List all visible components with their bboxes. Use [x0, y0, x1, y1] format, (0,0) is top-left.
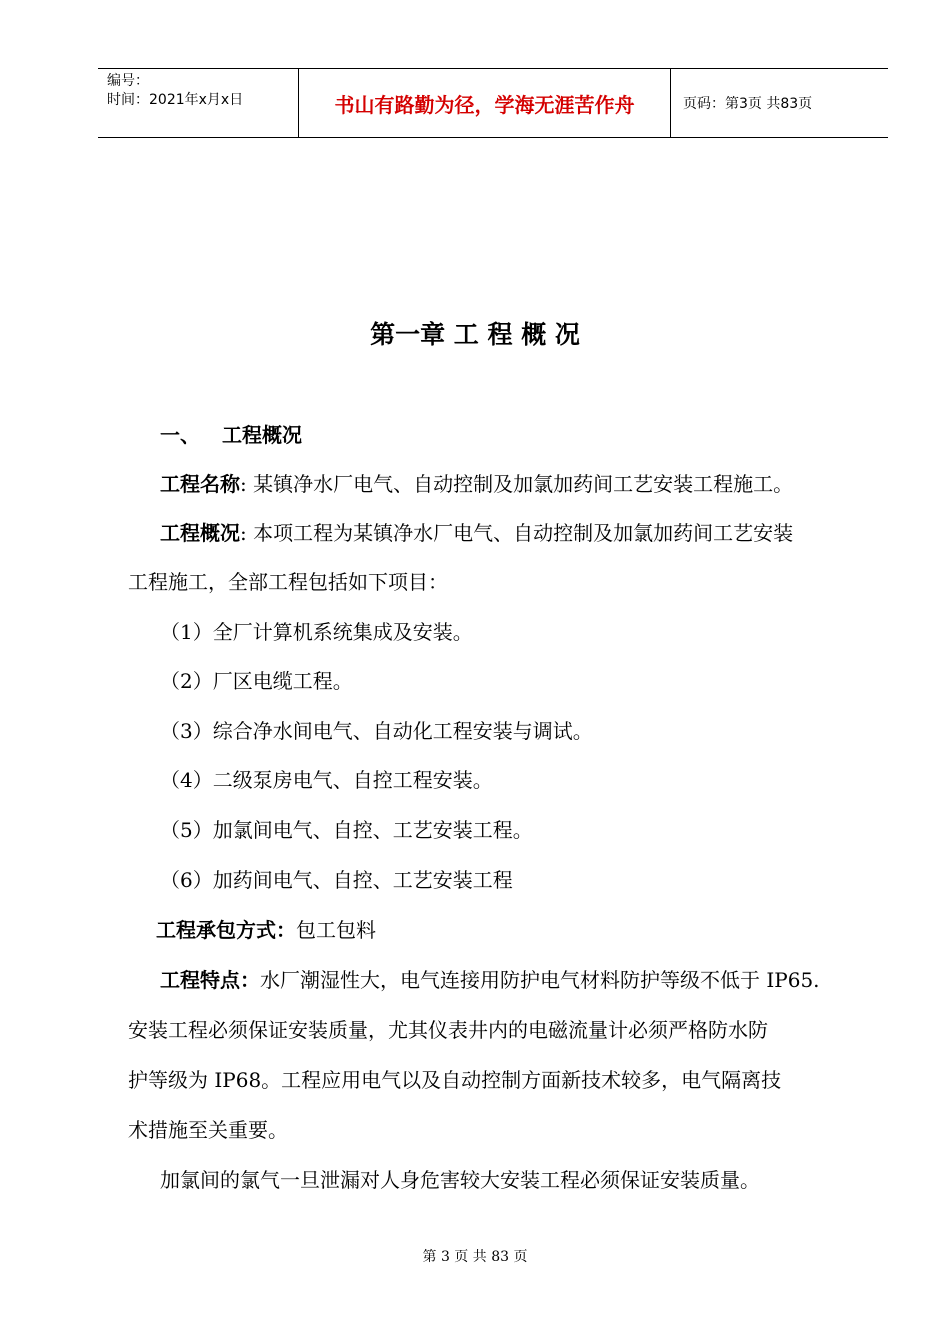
project-name-label: 工程名称: [160, 472, 240, 496]
chapter-title: 第一章 工 程 概 况: [370, 320, 580, 349]
section-number: 一、: [160, 423, 200, 447]
contract-label: 工程承包方式：: [156, 918, 296, 942]
contract-paragraph: [156, 916, 376, 944]
chlorine-note: 加氯间的氯气一旦泄漏对人身危害较大安装工程必须保证安装质量。: [160, 1168, 760, 1192]
list-item: （4）二级泵房电气、自控工程安装。: [160, 768, 493, 792]
overview-paragraph-line1: [160, 519, 793, 547]
project-name-text: : 某镇净水厂电气、自动控制及加氯加药间工艺安装工程施工。: [240, 472, 794, 496]
header-meta: [98, 69, 299, 137]
features-text-line4: 术措施至关重要。: [128, 1118, 288, 1142]
header-motto: 书山有路勤为径，学海无涯苦作舟: [299, 69, 671, 137]
features-text-line3: 护等级为 IP68。工程应用电气以及自动控制方面新技术较多，电气隔离技: [128, 1068, 782, 1092]
list-item: （6）加药间电气、自控、工艺安装工程: [160, 868, 513, 892]
header-page-info: 页码：第3页 共83页: [683, 96, 813, 112]
overview-text-line1: : 本项工程为某镇净水厂电气、自动控制及加氯加药间工艺安装: [240, 521, 794, 545]
time-label: 时间：2021年x月x日: [107, 92, 244, 108]
features-line1: [160, 966, 820, 994]
page-footer: 第 3 页 共 83 页: [422, 1249, 528, 1265]
overview-label: 工程概况: [160, 521, 240, 545]
contract-text: 包工包料: [296, 918, 376, 942]
features-text-line1: 水厂潮湿性大，电气连接用防护电气材料防护等级不低于 IP65.: [260, 968, 820, 992]
section-heading: [160, 421, 302, 449]
overview-text-line2: 工程施工，全部工程包括如下项目：: [128, 570, 448, 594]
features-text-line2: 安装工程必须保证安装质量，尤其仪表井内的电磁流量计必须严格防水防: [128, 1018, 768, 1042]
features-label: 工程特点：: [160, 968, 260, 992]
number-label: 编号：: [107, 73, 149, 89]
list-item: （3）综合净水间电气、自动化工程安装与调试。: [160, 719, 593, 743]
list-item: （1）全厂计算机系统集成及安装。: [160, 620, 473, 644]
project-name-paragraph: [160, 470, 793, 498]
list-item: （5）加氯间电气、自控、工艺安装工程。: [160, 818, 533, 842]
list-item: （2）厂区电缆工程。: [160, 669, 353, 693]
section-title: 工程概况: [222, 423, 302, 447]
document-header: [98, 68, 888, 138]
